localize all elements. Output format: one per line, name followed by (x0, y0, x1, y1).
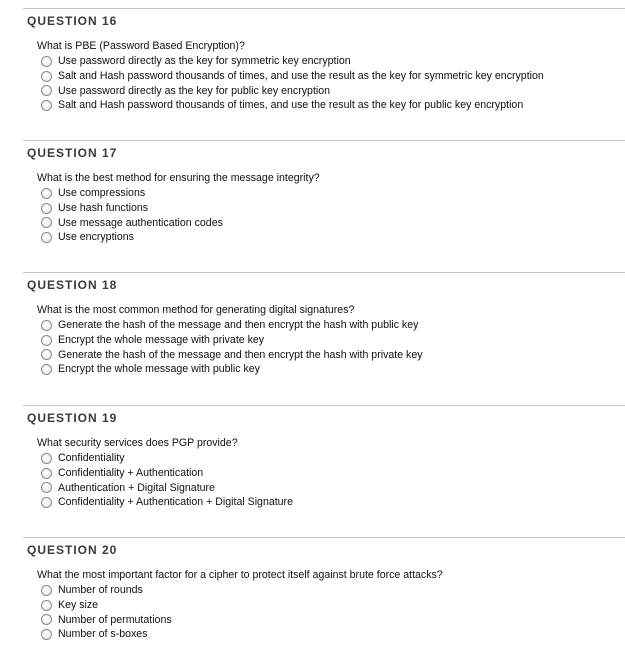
answer-label: Use message authentication codes (58, 216, 223, 229)
answer-option[interactable] (41, 230, 223, 245)
radio-button[interactable] (41, 56, 52, 67)
answer-option[interactable] (41, 451, 293, 466)
answer-options (41, 186, 223, 245)
answer-options (41, 583, 172, 642)
answer-label: Salt and Hash password thousands of times, and use the result as the key for symmetric key encryption (58, 70, 544, 83)
answer-option[interactable] (41, 98, 544, 113)
answer-label: Use password directly as the key for symmetric key encryption (58, 55, 351, 68)
answer-label: Use password directly as the key for public key encryption (58, 84, 331, 97)
answer-label: Salt and Hash password thousands of times, and use the result as the key for public key encryption (58, 99, 524, 112)
answer-option[interactable] (41, 201, 223, 216)
question-prompt: What is the most common method for generating digital signatures? (37, 304, 355, 316)
answer-option[interactable] (41, 215, 223, 230)
answer-option[interactable] (41, 186, 223, 201)
divider (23, 8, 625, 9)
answer-option[interactable] (41, 612, 172, 627)
question-header: QUESTION 18 (27, 278, 118, 292)
question-prompt: What is PBE (Password Based Encryption)? (37, 40, 245, 52)
answer-option[interactable] (41, 69, 544, 84)
answer-label: Generate the hash of the message and then encrypt the hash with public key (58, 319, 419, 332)
answer-option[interactable] (41, 347, 423, 362)
radio-button[interactable] (41, 217, 52, 228)
answer-label: Encrypt the whole message with private key (58, 334, 265, 347)
radio-button[interactable] (41, 71, 52, 82)
radio-button[interactable] (41, 468, 52, 479)
answer-label: Number of s-boxes (58, 628, 148, 641)
radio-button[interactable] (41, 585, 52, 596)
radio-button[interactable] (41, 453, 52, 464)
answer-label: Confidentiality (58, 452, 125, 465)
answer-option[interactable] (41, 583, 172, 598)
answer-option[interactable] (41, 627, 172, 642)
radio-button[interactable] (41, 188, 52, 199)
question-header: QUESTION 16 (27, 14, 118, 28)
question-header: QUESTION 17 (27, 146, 118, 160)
answer-label: Number of permutations (58, 613, 172, 626)
question-header: QUESTION 19 (27, 411, 118, 425)
radio-button[interactable] (41, 232, 52, 243)
divider (23, 405, 625, 406)
radio-button[interactable] (41, 364, 52, 375)
answer-options (41, 318, 423, 377)
question-prompt: What the most important factor for a cipher to protect itself against brute force attacks? (37, 569, 443, 581)
radio-button[interactable] (41, 614, 52, 625)
answer-option[interactable] (41, 54, 544, 69)
answer-label: Number of rounds (58, 584, 143, 597)
radio-button[interactable] (41, 320, 52, 331)
radio-button[interactable] (41, 497, 52, 508)
answer-option[interactable] (41, 495, 293, 510)
question-header: QUESTION 20 (27, 543, 118, 557)
answer-label: Use hash functions (58, 202, 149, 215)
radio-button[interactable] (41, 482, 52, 493)
answer-option[interactable] (41, 318, 423, 333)
answer-option[interactable] (41, 362, 423, 377)
radio-button[interactable] (41, 629, 52, 640)
radio-button[interactable] (41, 335, 52, 346)
answer-label: Confidentiality + Authentication + Digital Signature (58, 496, 293, 509)
radio-button[interactable] (41, 203, 52, 214)
answer-label: Use encryptions (58, 231, 134, 244)
answer-label: Key size (58, 599, 99, 612)
radio-button[interactable] (41, 100, 52, 111)
answer-option[interactable] (41, 480, 293, 495)
answer-label: Confidentiality + Authentication (58, 467, 204, 480)
answer-options (41, 451, 293, 510)
question-prompt: What is the best method for ensuring the message integrity? (37, 172, 320, 184)
answer-option[interactable] (41, 466, 293, 481)
divider (23, 537, 625, 538)
answer-option[interactable] (41, 83, 544, 98)
radio-button[interactable] (41, 600, 52, 611)
answer-option[interactable] (41, 598, 172, 613)
answer-option[interactable] (41, 333, 423, 348)
radio-button[interactable] (41, 85, 52, 96)
divider (23, 140, 625, 141)
answer-label: Encrypt the whole message with public key (58, 363, 260, 376)
answer-label: Generate the hash of the message and then encrypt the hash with private key (58, 348, 423, 361)
answer-options (41, 54, 544, 113)
question-prompt: What security services does PGP provide? (37, 437, 238, 449)
answer-label: Authentication + Digital Signature (58, 481, 215, 494)
radio-button[interactable] (41, 349, 52, 360)
divider (23, 272, 625, 273)
answer-label: Use compressions (58, 187, 146, 200)
